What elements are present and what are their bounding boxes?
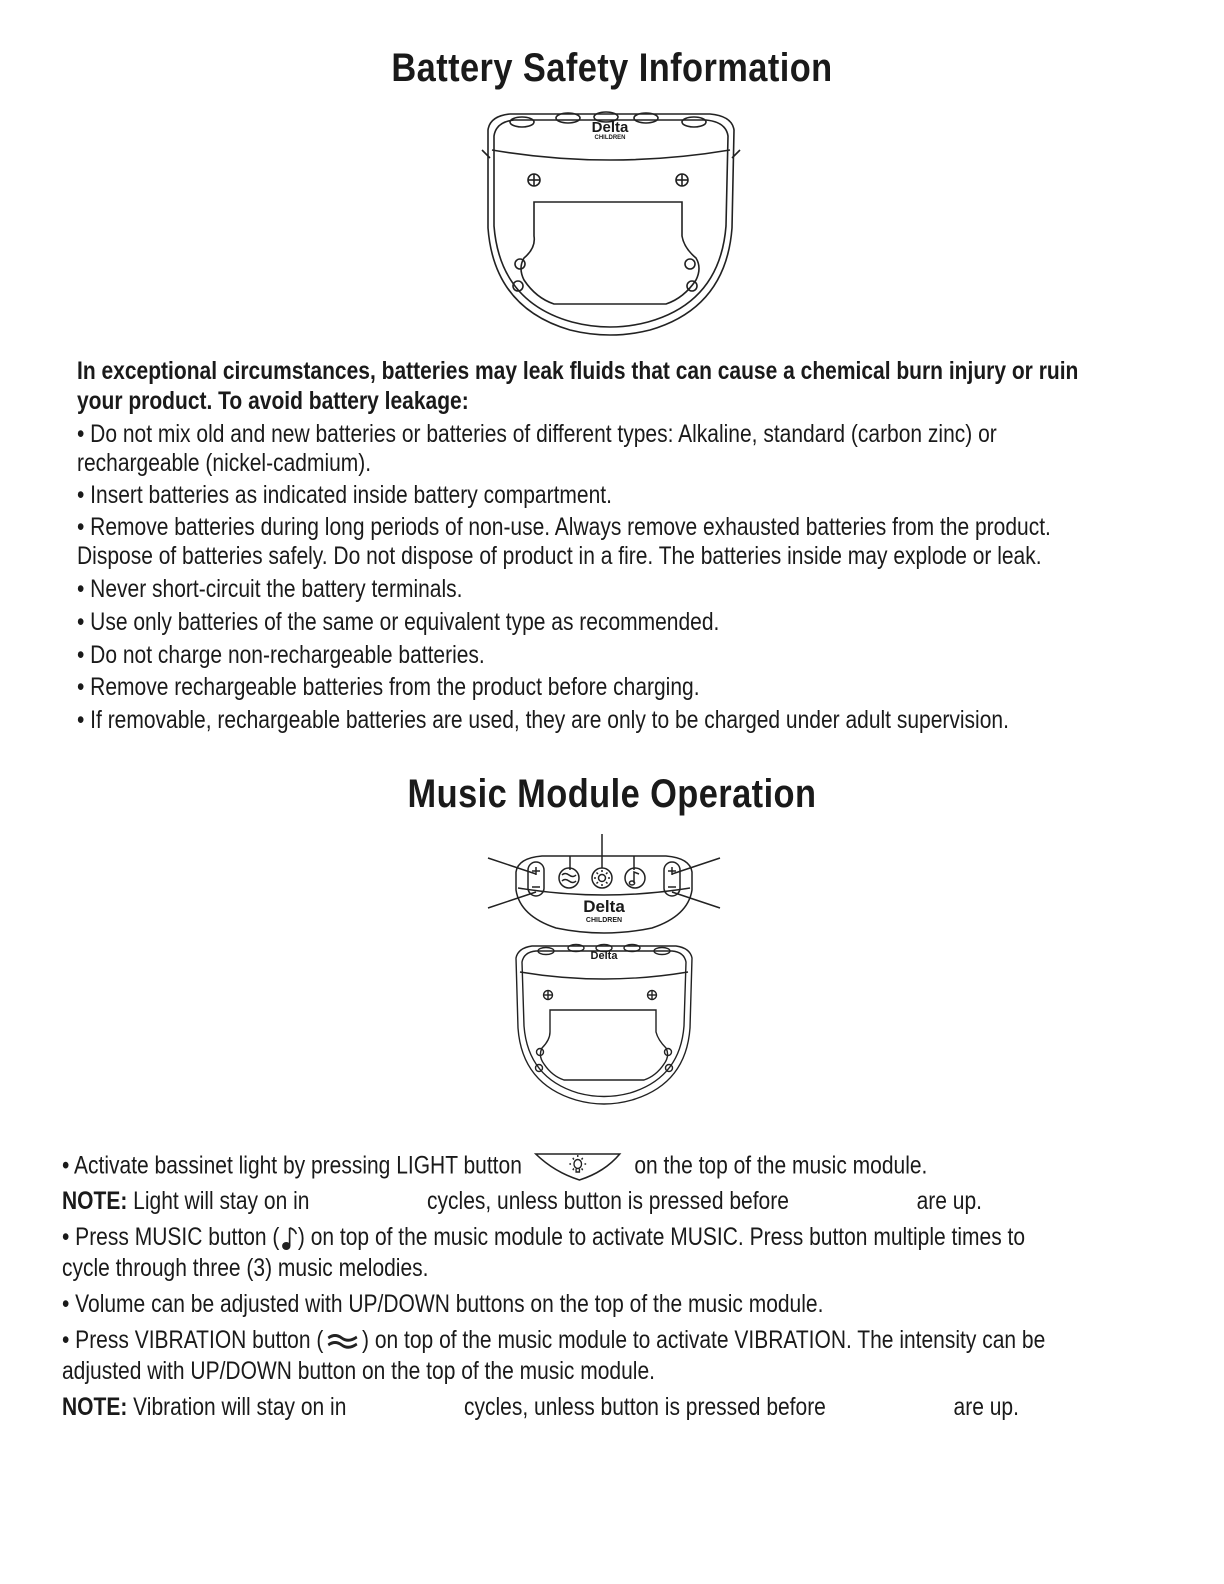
vibration-line-start: • Press VIBRATION button ( [62,1326,324,1354]
volume-instruction: • Volume can be adjusted with UP/DOWN buttons on the top of the music module. [62,1290,824,1318]
vibration-note [62,1392,1019,1422]
vibration-note-part-3: are up. [953,1393,1019,1421]
light-note-part-1: Light will stay on in [133,1187,310,1215]
control-panel-illustration [482,832,726,944]
battery-intro-line-1: In exceptional circumstances, batteries may leak fluids that can cause a chemical burn injury or ruin [77,357,1079,385]
brand-logo: Delta [590,950,618,962]
brand-logo: Delta [591,119,629,136]
battery-section-title: Battery Safety Information [391,46,833,90]
battery-intro-line-2: your product. To avoid battery leakage: [77,387,469,415]
brand-sub: CHILDREN [594,135,626,141]
battery-bullet-7: • Remove rechargeable batteries from the product before charging. [77,673,700,701]
music-instruction-line-1 [62,1222,1025,1252]
battery-bullet-1-line-2: rechargeable (nickel-cadmium). [77,449,372,477]
note-label: NOTE: [62,1187,128,1215]
vibration-note-part-1: Vibration will stay on in [133,1393,347,1421]
vibration-note-part-2: cycles, unless button is pressed before [464,1393,826,1421]
music-line-end: ) on top of the music module to activate MUSIC. Press button multiple times to [297,1223,1026,1251]
light-icon [533,1150,624,1184]
battery-compartment-illustration [470,108,750,340]
brand-sub: CHILDREN [585,917,623,924]
light-line-end: on the top of the music module. [634,1151,928,1180]
vibration-line-end: ) on top of the music module to activate VIBRATION. The intensity can be [362,1326,1046,1354]
music-line-start: • Press MUSIC button ( [62,1223,280,1251]
music-section-title: Music Module Operation [407,772,817,816]
brand-logo: Delta [583,897,625,916]
music-module-illustration [506,942,702,1108]
vibration-instruction-line-1 [62,1325,1045,1355]
light-instruction [62,1150,927,1184]
music-instruction-line-2: cycle through three (3) music melodies. [62,1254,429,1282]
music-note-icon [279,1224,297,1252]
battery-bullet-4: • Never short-circuit the battery terminals. [77,575,463,603]
battery-bullet-2: • Insert batteries as indicated inside battery compartment. [77,481,612,509]
vibration-icon [323,1329,362,1353]
battery-bullet-3-line-1: • Remove batteries during long periods of non-use. Always remove exhausted batteries from the product. [77,513,1051,541]
battery-bullet-1-line-1: • Do not mix old and new batteries or batteries of different types: Alkaline, standard (carbon zinc) or [77,420,997,448]
battery-bullet-5: • Use only batteries of the same or equivalent type as recommended. [77,608,720,636]
note-label: NOTE: [62,1393,128,1421]
battery-bullet-6: • Do not charge non-rechargeable batteries. [77,641,485,669]
light-line-start: • Activate bassinet light by pressing LIGHT button [62,1151,522,1180]
battery-bullet-3-line-2: Dispose of batteries safely. Do not dispose of product in a fire. The batteries inside may explode or leak. [77,542,1042,570]
light-note [62,1186,982,1216]
light-note-part-2: cycles, unless button is pressed before [427,1187,789,1215]
battery-bullet-8: • If removable, rechargeable batteries are used, they are only to be charged under adult supervision. [77,706,1009,734]
light-note-part-3: are up. [916,1187,982,1215]
vibration-instruction-line-2: adjusted with UP/DOWN button on the top of the music module. [62,1357,655,1385]
